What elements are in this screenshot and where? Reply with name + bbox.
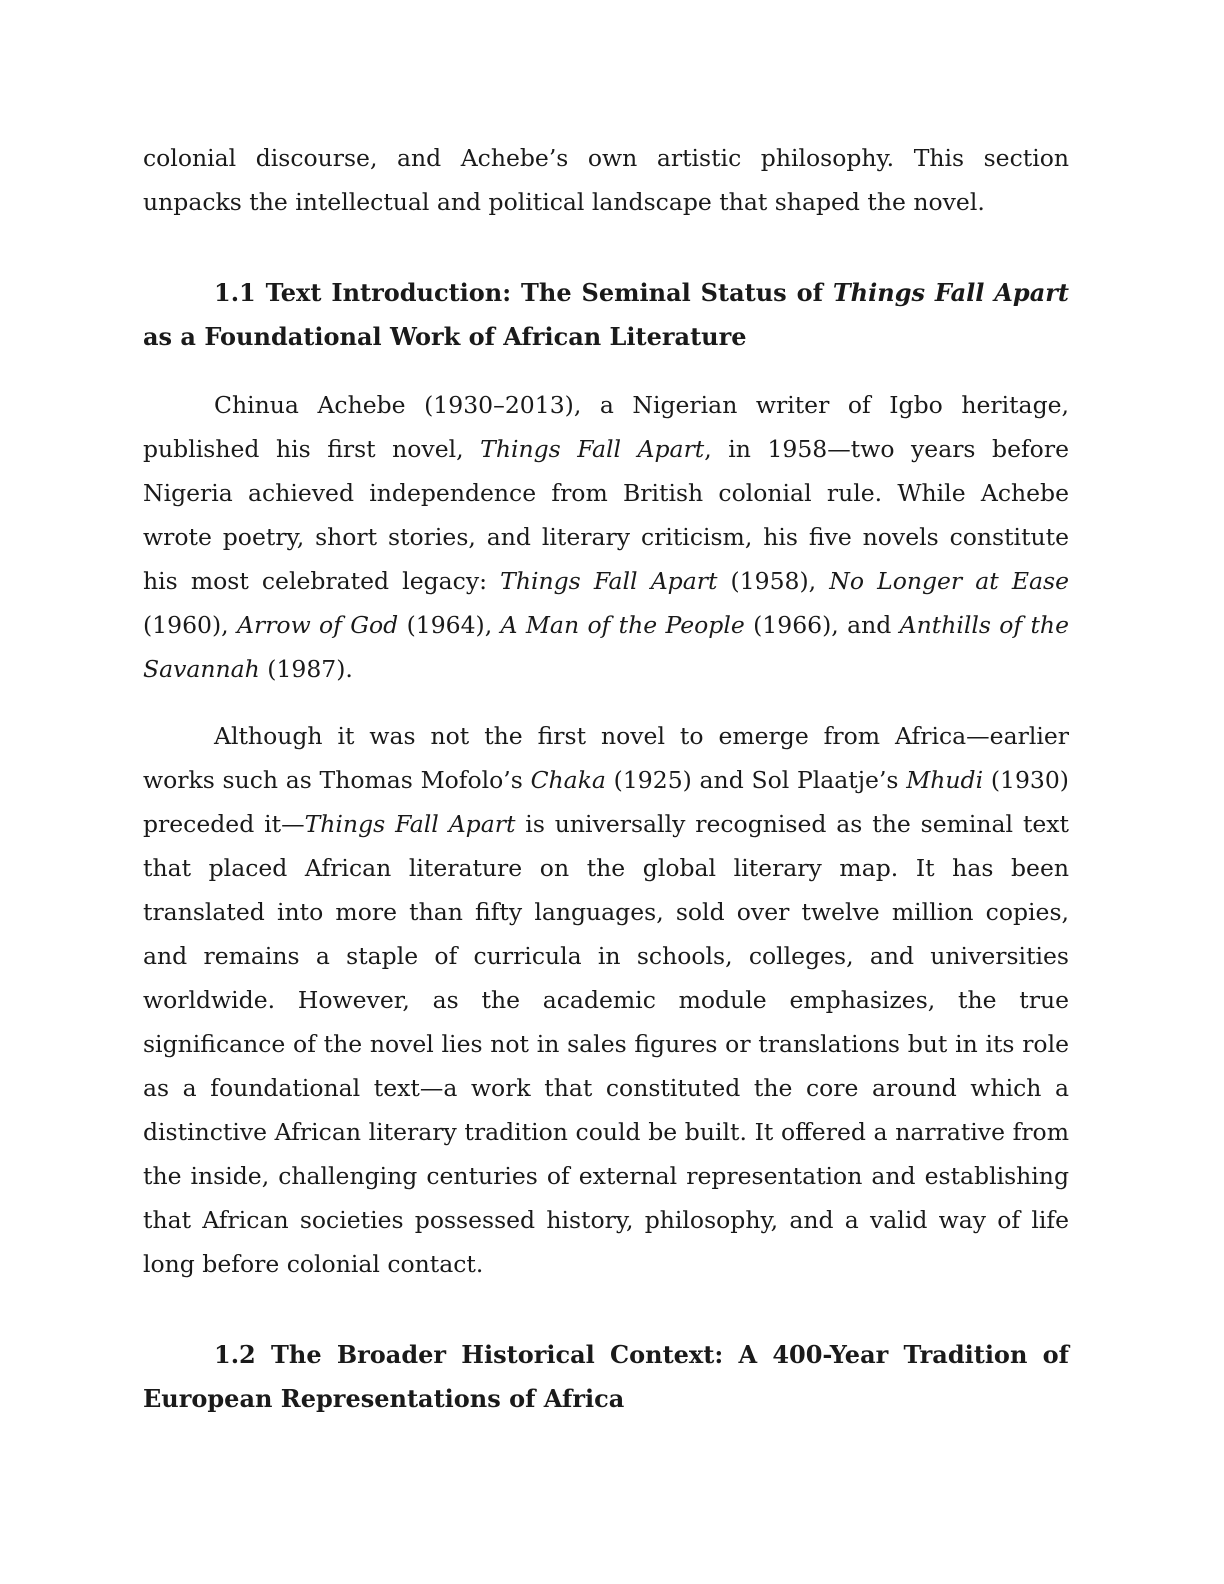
italic-title-text: Mhudi	[906, 766, 984, 794]
text-segment: (1925) and Sol Plaatje’s	[605, 766, 907, 794]
section-1-1-paragraph-2	[143, 714, 1069, 1286]
text-segment: 1.1 Text Introduction: The Seminal Status of	[214, 278, 833, 307]
italic-title-text: Things Fall Apart	[500, 567, 718, 595]
italic-title-text: Chaka	[530, 766, 606, 794]
text-segment: (1958),	[717, 567, 830, 595]
text-segment: (1964),	[398, 611, 501, 639]
section-1-2-heading	[143, 1333, 1069, 1421]
section-1-1-paragraph-1	[143, 383, 1069, 691]
italic-title-text: Things Fall Apart	[304, 810, 516, 838]
text-segment: Chinua Achebe (1930–2013), a Nigerian writer of Igbo heritage, published his first novel,	[143, 391, 1069, 463]
text-segment: 1.2 The Broader Historical Context: A 400-Year Tradition of European Representations of Africa	[143, 1340, 1069, 1413]
italic-title-text: Arrow of God	[236, 611, 399, 639]
text-segment: (1987).	[259, 655, 353, 683]
text-segment: , in 1958—two years before Nigeria achieved independence from British colonial rule. While Achebe wrote poetry, short stories, and literary criticism, his five novels constitute his most celebrated legacy:	[143, 435, 1069, 595]
italic-title-text: Things Fall Apart	[832, 278, 1069, 307]
section-1-1-heading	[143, 271, 1069, 359]
text-segment: (1966), and	[744, 611, 900, 639]
italic-title-text: A Man of the People	[500, 611, 745, 639]
text-segment: (1960),	[143, 611, 237, 639]
text-segment: is universally recognised as the seminal text that placed African literature on the global literary map. It has been translated into more than fifty languages, sold over twelve million copies, and remains a staple of curricula in schools, colleges, and universities worldwide. However, as the academic module emphasizes, the true significance of the novel lies not in sales figures or translations but in its role as a foundational text—a work that constituted the core around which a distinctive African literary tradition could be built. It offered a narrative from the inside, challenging centuries of external representation and establishing that African societies possessed history, philosophy, and a valid way of life long before colonial contact.	[143, 810, 1069, 1278]
document-page	[143, 136, 1069, 1421]
text-segment: as a Foundational Work of African Literature	[143, 322, 747, 351]
italic-title-text: Things Fall Apart	[480, 435, 705, 463]
intro-paragraph	[143, 136, 1069, 224]
italic-title-text: Anthills of the Savannah	[143, 611, 1069, 683]
italic-title-text: No Longer at Ease	[829, 567, 1069, 595]
text-segment: (1930) preceded it—	[143, 766, 1069, 838]
text-segment: colonial discourse, and Achebe’s own artistic philosophy. This section unpacks the intellectual and political landscape that shaped the novel.	[143, 144, 1069, 216]
text-segment: Although it was not the first novel to emerge from Africa—earlier works such as Thomas Mofolo’s	[143, 722, 1069, 794]
